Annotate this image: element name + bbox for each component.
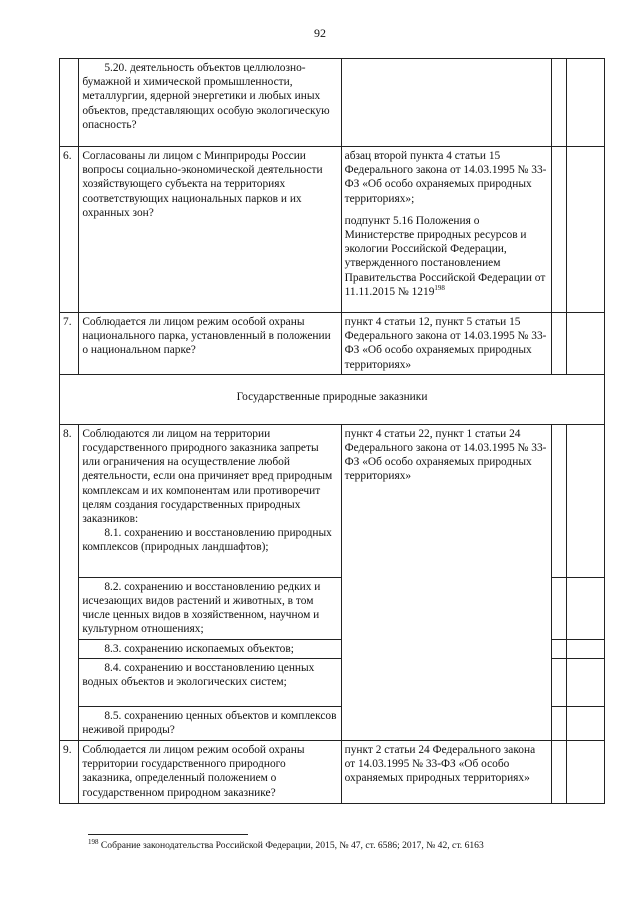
answer-cell	[567, 147, 605, 313]
answer-cell	[567, 313, 605, 375]
row-number-cell: 9.	[60, 741, 79, 804]
checklist-table	[59, 58, 605, 804]
row-number-cell: 8.	[60, 424, 79, 740]
page-number: 92	[314, 26, 326, 40]
answer-cell	[567, 659, 605, 707]
reference-cell	[341, 147, 551, 313]
table-row	[60, 741, 605, 804]
row-number-cell: 6.	[60, 147, 79, 313]
reference-text: абзац второй пункта 4 статьи 15 Федерального закона от 14.03.1995 № 33-ФЗ «Об особо охраняемых природных территориях»;	[344, 150, 547, 205]
sub-item: 8.2. сохранению и восстановлению редких и исчезающих видов растений и животных, в том числе ценных видов в хозяйственном, научном и культурном отношениях;	[79, 577, 341, 639]
answer-cell	[552, 741, 567, 804]
question-cell: 5.20. деятельность объектов целлюлозно-бумажной и химической промышленности, металлургии, ядерной энергетики и любых иных объектов, представляющих особую экологическую опасность?	[79, 59, 341, 147]
answer-cell	[552, 313, 567, 375]
answer-cell	[552, 659, 567, 707]
question-cell	[79, 424, 341, 577]
answer-cell	[567, 707, 605, 741]
answer-cell	[567, 424, 605, 577]
answer-cell	[552, 59, 567, 147]
answer-cell	[567, 639, 605, 658]
question-cell: Соблюдается ли лицом режим особой охраны национального парка, установленный в положении о национальном парке?	[79, 313, 341, 375]
question-cell: Согласованы ли лицом с Минприроды России вопросы социально-экономической деятельности хозяйствующего субъекта на территориях соответствующих национальных парков и их охранных зон?	[79, 147, 341, 313]
answer-cell	[552, 577, 567, 639]
question-text: Соблюдаются ли лицом на территории государственного природного заказника запреты или ограничения на осуществление любой деятельности, если она причиняет вред природным комплексам и их компонентам или противоречит целям создания государственных природных заказников:	[82, 427, 333, 526]
table-row	[60, 424, 605, 577]
footnote-mark: 198	[434, 284, 445, 293]
footnote-text: Собрание законодательства Российской Федерации, 2015, № 47, ст. 6586; 2017, № 42, ст. 6163	[98, 840, 484, 851]
table-row	[60, 59, 605, 147]
section-title: Государственные природные заказники	[60, 374, 605, 424]
footnote-mark: 198	[88, 837, 99, 846]
footnote-divider	[88, 834, 248, 835]
table-row	[60, 147, 605, 313]
answer-cell	[567, 741, 605, 804]
row-number-cell: 7.	[60, 313, 79, 375]
question-cell: Соблюдается ли лицом режим особой охраны территории государственного природного заказника, определенный положением о государственном природном заказнике?	[79, 741, 341, 804]
reference-cell: пункт 4 статьи 12, пункт 5 статьи 15 Федерального закона от 14.03.1995 № 33-ФЗ «Об особо охраняемых природных территориях»	[341, 313, 551, 375]
reference-cell	[341, 59, 551, 147]
sub-item: 8.4. сохранению и восстановлению ценных водных объектов и экологических систем;	[79, 659, 341, 707]
answer-cell	[567, 59, 605, 147]
sub-item: 8.5. сохранению ценных объектов и комплексов неживой природы?	[79, 707, 341, 741]
reference-cell: пункт 4 статьи 22, пункт 1 статьи 24 Федерального закона от 14.03.1995 № 33-ФЗ «Об особо охраняемых природных территориях»	[341, 424, 551, 740]
section-row	[60, 374, 605, 424]
row-number-cell	[60, 59, 79, 147]
answer-cell	[552, 424, 567, 577]
sub-item: 8.1. сохранению и восстановлению природных комплексов (природных ландшафтов);	[82, 527, 332, 554]
answer-cell	[552, 639, 567, 658]
reference-text: подпункт 5.16 Положения о Министерстве природных ресурсов и экологии Российской Федерации, утвержденного постановлением Правительства Российской Федерации от 11.11.2015 № 1219	[344, 214, 546, 298]
sub-item: 8.3. сохранению ископаемых объектов;	[79, 639, 341, 658]
table-row	[60, 313, 605, 375]
answer-cell	[567, 577, 605, 639]
reference-cell: пункт 2 статьи 24 Федерального закона от 14.03.1995 № 33-ФЗ «Об особо охраняемых природных территориях»	[341, 741, 551, 804]
answer-cell	[552, 147, 567, 313]
footnote	[88, 837, 484, 851]
answer-cell	[552, 707, 567, 741]
